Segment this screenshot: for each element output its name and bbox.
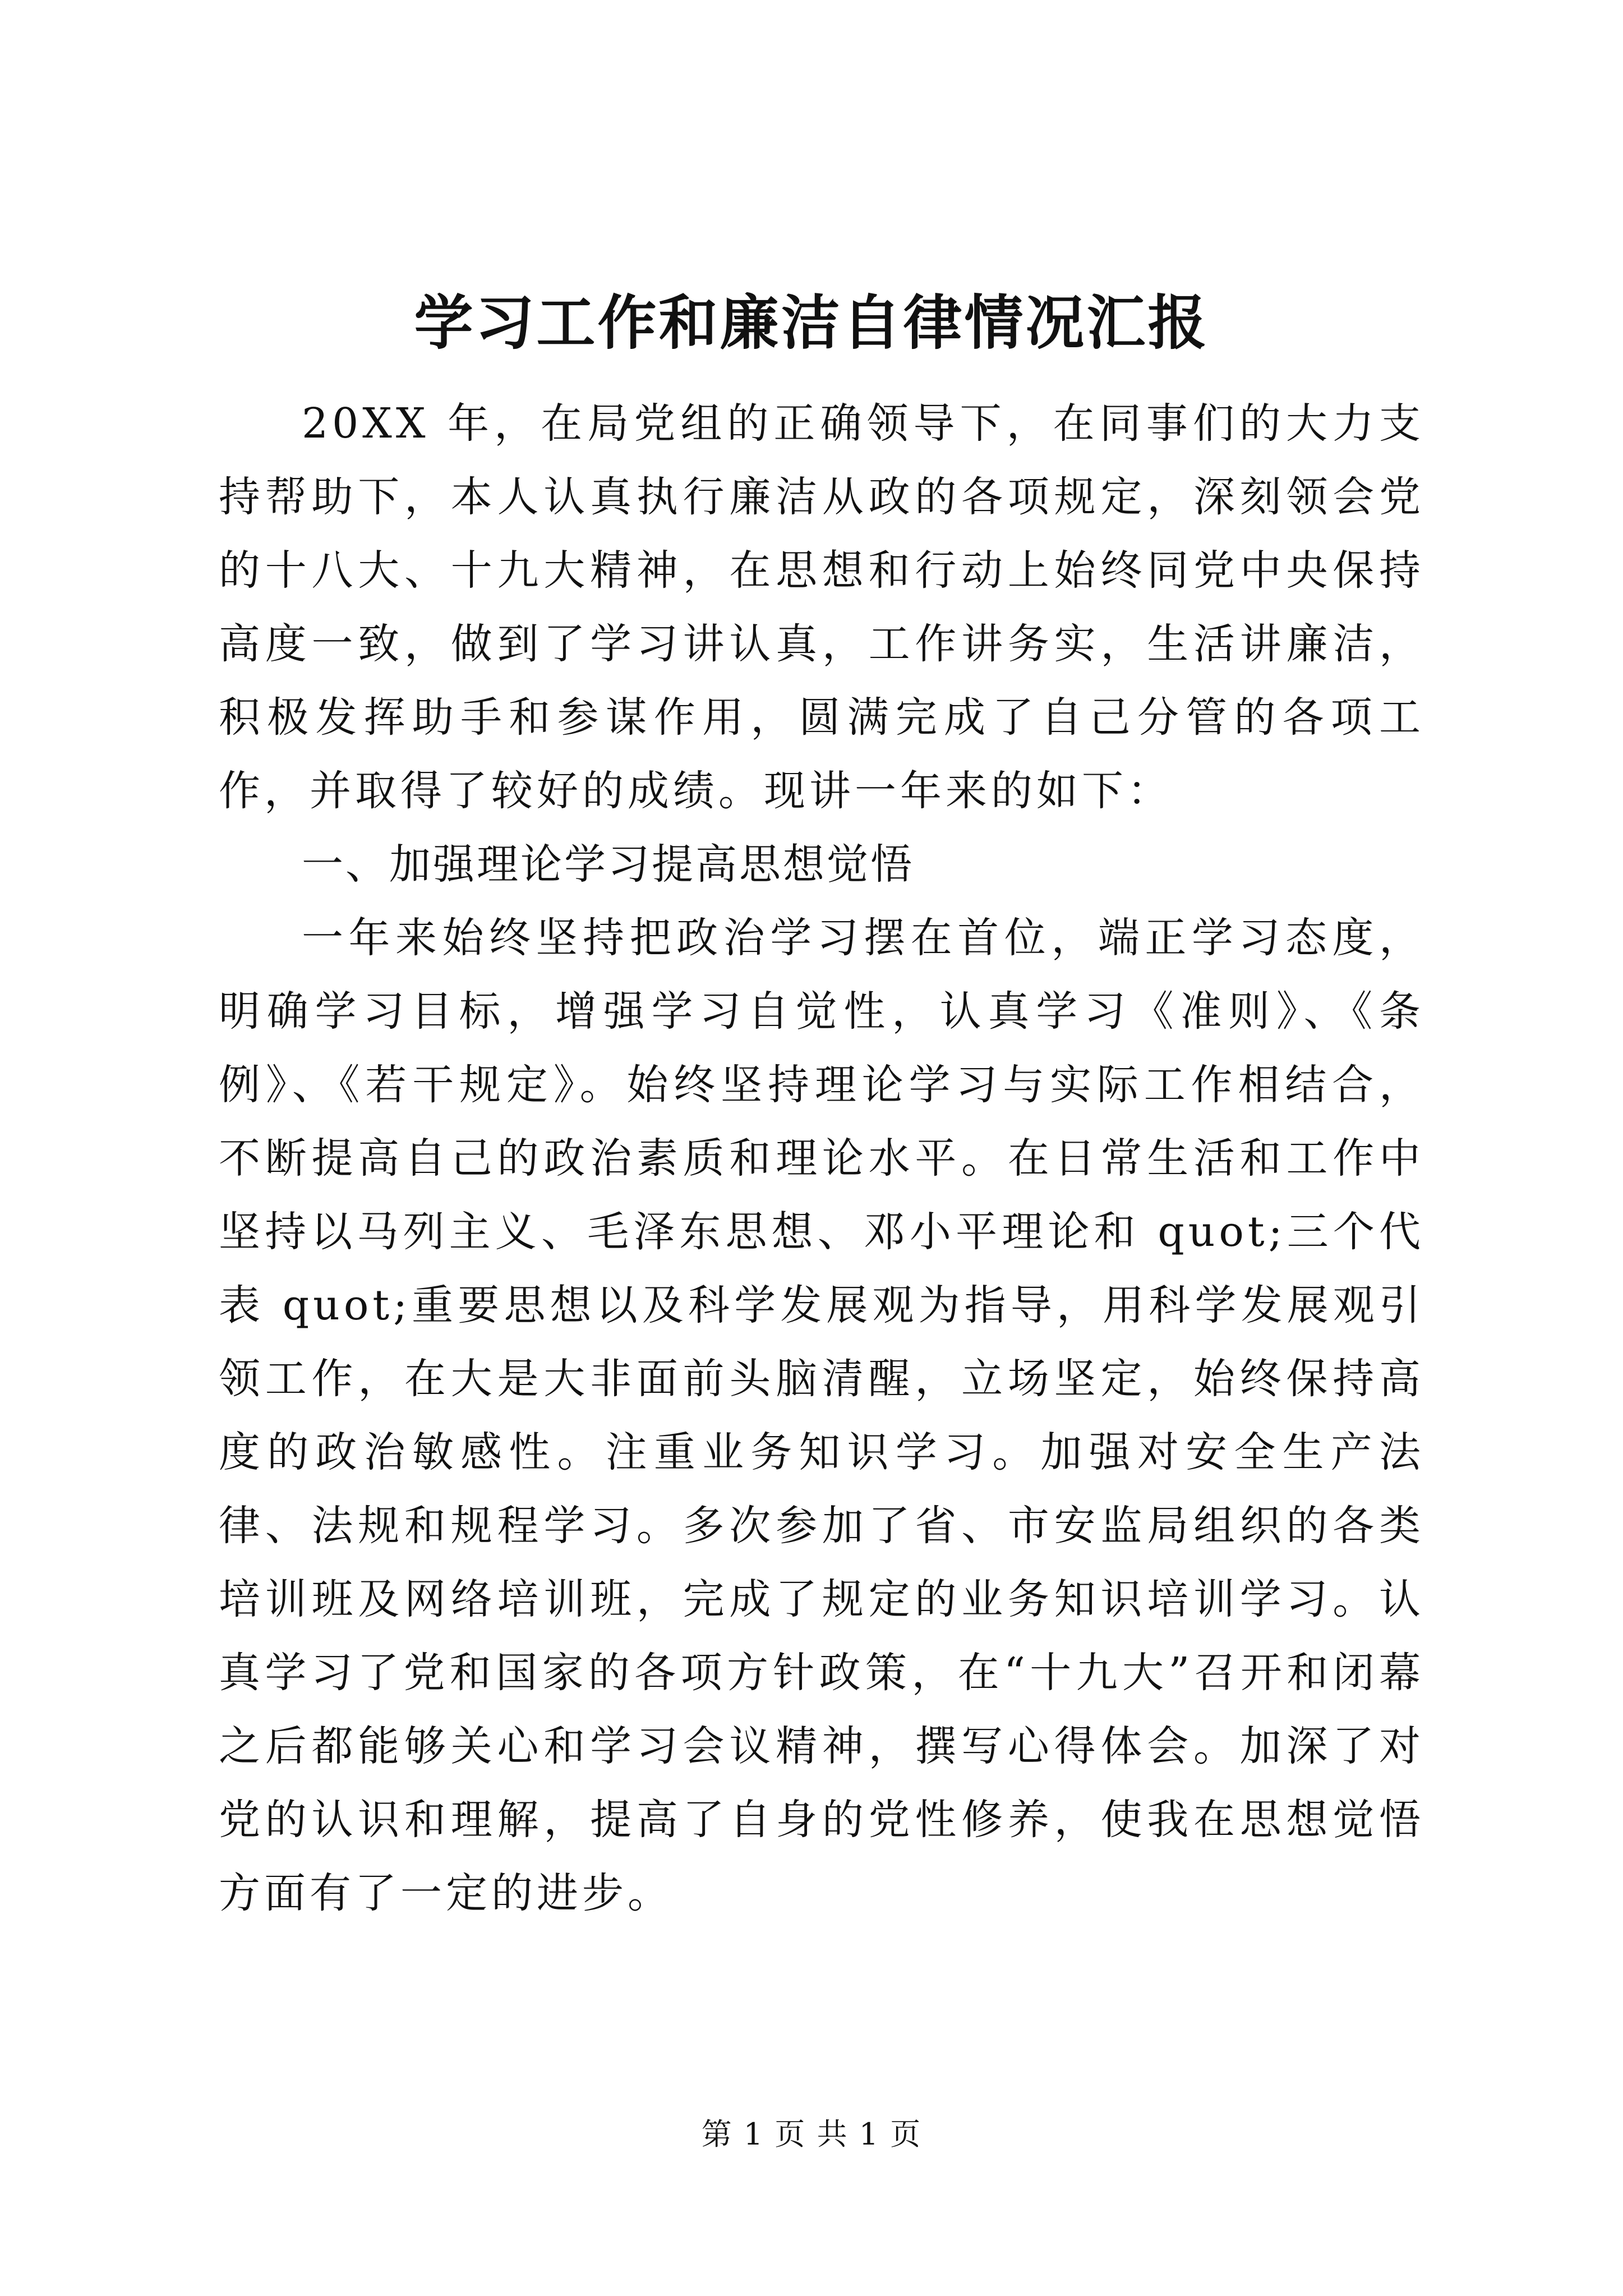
section-heading-1: 一、加强理论学习提高思想觉悟 (302, 840, 914, 889)
paragraph-section-1: 一年来始终坚持把政治学习摆在首位，端正学习态度，明确学习目标，增强学习自觉性，认真学习《准则》、《条例》、《若干规定》。始终坚持理论学习与实际工作相结合，不断提高自己的政治素质和理论水平。在日常生活和工作中坚持以马列主义、毛泽东思想、邓小平理论和 quot;三个代表 quot;重要思想以及科学发展观为指导，用科学发展观引领工作，在大是大非面前头脑清醒，立场坚定，始终保持高度的政治敏感性。注重业务知识学习。加强对安全生产法律、法规和规程学习。多次参加了省、市安监局组织的各类培训班及网络培训班，完成了规定的业务知识培训学习。认真学习了党和国家的各项方针政策，在“十九大”召开和闭幕之后都能够关心和学习会议精神，撰写心得体会。加深了对党的认识和理解，提高了自身的党性修养，使我在思想觉悟方面有了一定的进步。 (219, 914, 1424, 1917)
paragraph-intro: 20XX 年，在局党组的正确领导下，在同事们的大力支持帮助下，本人认真执行廉洁从政的各项规定，深刻领会党的十八大、十九大精神，在思想和行动上始终同党中央保持高度一致，做到了学习讲认真，工作讲务实，生活讲廉洁，积极发挥助手和参谋作用，圆满完成了自己分管的各项工作，并取得了较好的成绩。现讲一年来的如下： (219, 399, 1424, 815)
document-body (219, 387, 1424, 1930)
document-title: 学习工作和廉洁自律情况汇报 (414, 288, 1209, 357)
page-footer: 第 1 页 共 1 页 (701, 2116, 922, 2152)
